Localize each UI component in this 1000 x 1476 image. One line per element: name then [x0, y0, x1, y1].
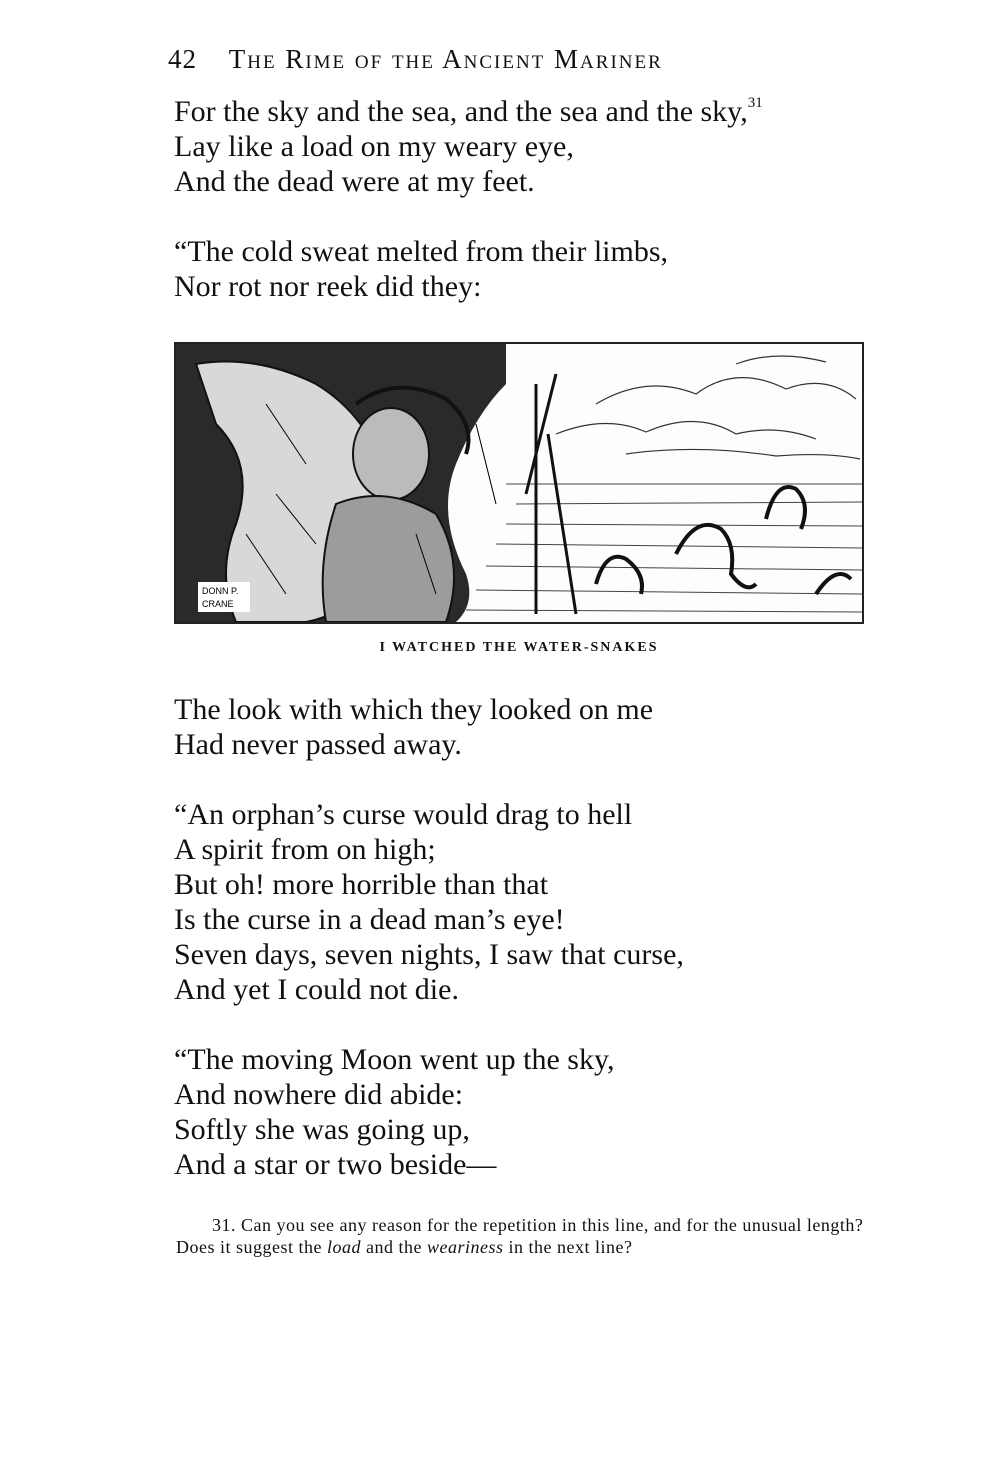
footnote-text-2: and the	[361, 1237, 427, 1257]
verse-line: Is the curse in a dead man’s eye!	[174, 903, 565, 936]
verse-line: Lay like a load on my weary eye,	[174, 130, 574, 163]
artist-signature-line-1: DONN P.	[202, 586, 239, 596]
illustration-water-snakes	[174, 342, 864, 624]
footnote-emphasis-weariness: weariness	[427, 1237, 504, 1257]
stanza-1	[174, 94, 894, 199]
verse-line: For the sky and the sea, and the sea and the sky,	[174, 95, 748, 128]
figure-caption: I WATCHED THE WATER-SNAKES	[379, 640, 659, 655]
verse-line: Had never passed away.	[174, 728, 462, 761]
footnote-reference: 31	[747, 95, 763, 111]
verse-line: And the dead were at my feet.	[174, 165, 535, 198]
verse-line: But oh! more horrible than that	[174, 868, 549, 901]
verse-line: “The cold sweat melted from their limbs,	[174, 235, 669, 268]
verse-line: “The moving Moon went up the sky,	[174, 1043, 615, 1076]
footnote-text-1: Can you see any reason for the repetition in this line, and for the unusual length? Does it suggest the	[176, 1215, 864, 1257]
verse-line: Nor rot nor reek did they:	[174, 270, 482, 303]
verse-line: And yet I could not die.	[174, 973, 459, 1006]
artist-signature-line-2: CRANE	[202, 599, 234, 609]
verse-line: And a star or two beside—	[174, 1148, 497, 1181]
verse-line: The look with which they looked on me	[174, 693, 654, 726]
footnote-text-3: in the next line?	[503, 1237, 633, 1257]
verse-line: “An orphan’s curse would drag to hell	[174, 798, 633, 831]
footnote-number: 31.	[212, 1215, 236, 1235]
verse-line: Seven days, seven nights, I saw that curse,	[174, 938, 684, 971]
stanza-5	[174, 1042, 894, 1182]
verse-line: A spirit from on high;	[174, 833, 436, 866]
illustration-drawing	[176, 344, 862, 622]
stanza-2	[174, 234, 894, 304]
page-number: 42	[168, 44, 197, 74]
footnote-emphasis-load: load	[327, 1237, 362, 1257]
verse-line: Softly she was going up,	[174, 1113, 470, 1146]
stanza-3	[174, 692, 894, 762]
stanza-4	[174, 797, 894, 1007]
footnote	[176, 1214, 876, 1258]
running-title: The Rime of the Ancient Mariner	[228, 44, 663, 74]
verse-line: And nowhere did abide:	[174, 1078, 464, 1111]
running-header	[168, 44, 808, 75]
